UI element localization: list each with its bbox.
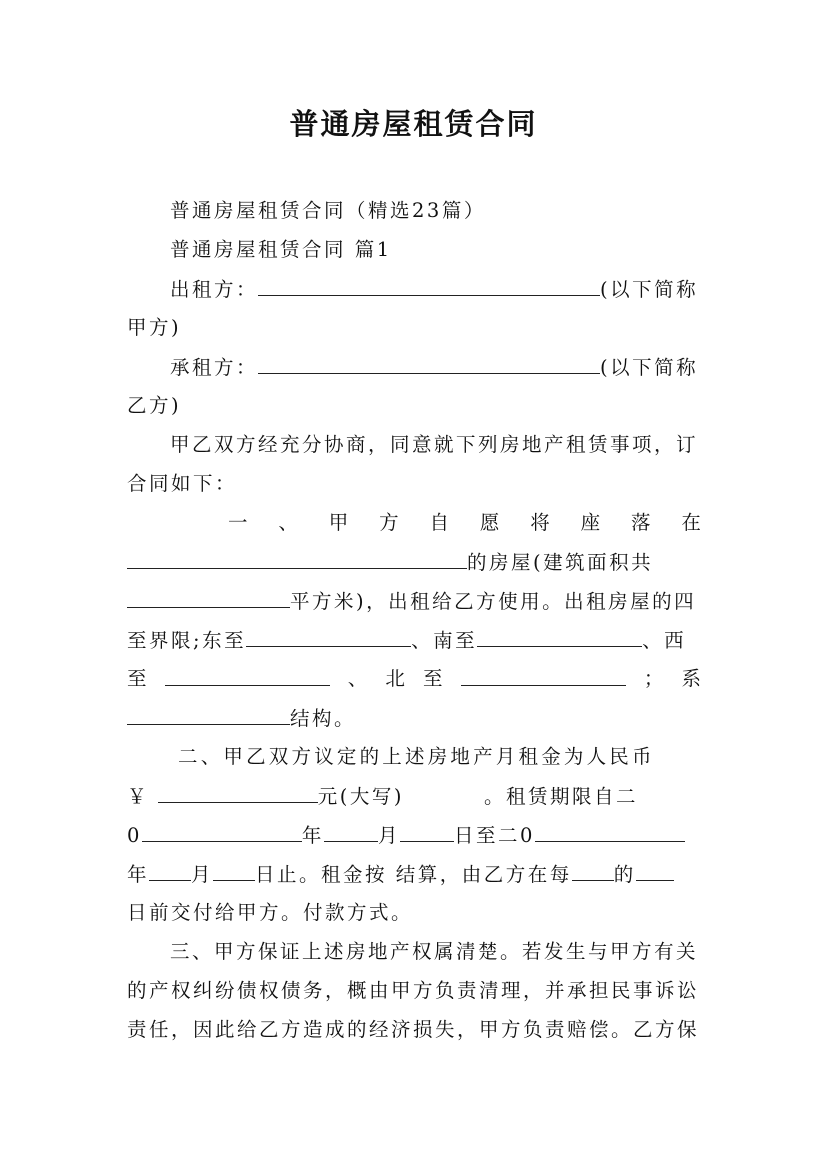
clause-one-line [228,508,701,538]
text-line [127,703,701,733]
text-segment: ； [643,667,664,690]
text-segment: 月 [377,824,400,847]
text-line [127,664,701,694]
blank-field [127,703,290,725]
char: 甲 [328,511,349,534]
char: 座 [580,511,601,534]
text-line: 甲方) [127,316,182,339]
text-segment: 日至二0 [453,824,535,847]
text-segment: 元(大写) [317,785,404,808]
char: 在 [681,511,701,534]
text-segment: 0 [127,824,142,847]
blank-field [400,820,454,842]
text-segment: 的 [613,863,636,886]
text-segment: 系 [681,667,701,690]
clause-three-line: 三、甲方保证上述房地产权属清楚。若发生与甲方有关 [170,940,699,963]
blank-field [258,352,600,374]
text-line [127,820,701,850]
lessee-line [170,352,701,382]
lessor-line [170,274,701,304]
blank-field [324,820,378,842]
document-title: 普通房屋租赁合同 [289,107,538,141]
blank-field [258,274,600,296]
text-line [127,859,701,889]
text-segment: 、 [347,667,368,690]
text-segment: 月 [191,863,214,886]
text-segment: 至界限;东至 [127,629,247,652]
text-line: 责任，因此给乙方造成的经济损失，甲方负责赔偿。乙方保 [127,1018,700,1041]
blank-field [149,859,191,881]
subtitle-line: 普通房屋租赁合同（精选23篇） [170,199,486,222]
blank-field [142,820,302,842]
text-segment: 平方米)，出租给乙方使用。出租房屋的四 [290,590,697,613]
blank-field [535,820,685,842]
text-segment: 结构。 [290,707,357,730]
lessee-alias-text: (以下简称 [600,356,699,379]
blank-field [127,586,290,608]
blank-field [477,625,642,647]
text-segment: 、西 [642,629,687,652]
text-line [127,586,701,616]
blank-field [213,859,255,881]
blank-field [636,859,674,881]
char: 方 [379,511,399,534]
blank-field [165,664,330,686]
text-line [127,625,701,655]
clause-two-line: 二、甲乙双方议定的上述房地产月租金为人民币 [178,745,655,768]
text-line: 乙方) [127,394,182,417]
text-segment: ￥ [127,785,150,808]
char: 自 [429,511,450,534]
text-line: 合同如下： [127,472,238,495]
text-segment: 年 [127,863,150,886]
blank-field [246,625,411,647]
text-segment: 。租赁期限自二 [483,785,638,808]
text-segment: 、南至 [411,629,478,652]
char: 愿 [479,511,500,534]
lessor-label: 出租方： [170,278,259,301]
char: 、 [278,511,298,534]
text-line: 的产权纠纷债权债务，概由甲方负责清理，并承担民事诉讼 [127,979,700,1002]
char: 将 [530,511,550,534]
text-line [127,547,701,577]
blank-field [572,859,614,881]
char: 落 [631,511,651,534]
text-segment: 年 [301,824,324,847]
text-segment: 日止。租金按 结算，由乙方在每 [255,863,572,886]
text-line [127,781,701,811]
char: 一 [228,511,248,534]
section-heading: 普通房屋租赁合同 篇1 [170,238,392,261]
lessor-alias-text: (以下简称 [600,278,699,301]
text-segment: 的房屋(建筑面积共 [467,551,654,574]
blank-field [158,781,318,803]
lessee-label: 承租方： [170,356,259,379]
text-line: 甲乙双方经充分协商，同意就下列房地产租赁事项，订 [170,433,699,456]
blank-field [461,664,626,686]
text-segment: 北 [385,667,405,690]
text-segment: 至 [423,667,443,690]
text-line: 日前交付给甲方。付款方式。 [127,901,414,924]
blank-field [127,547,467,569]
text-segment: 至 [127,667,147,690]
